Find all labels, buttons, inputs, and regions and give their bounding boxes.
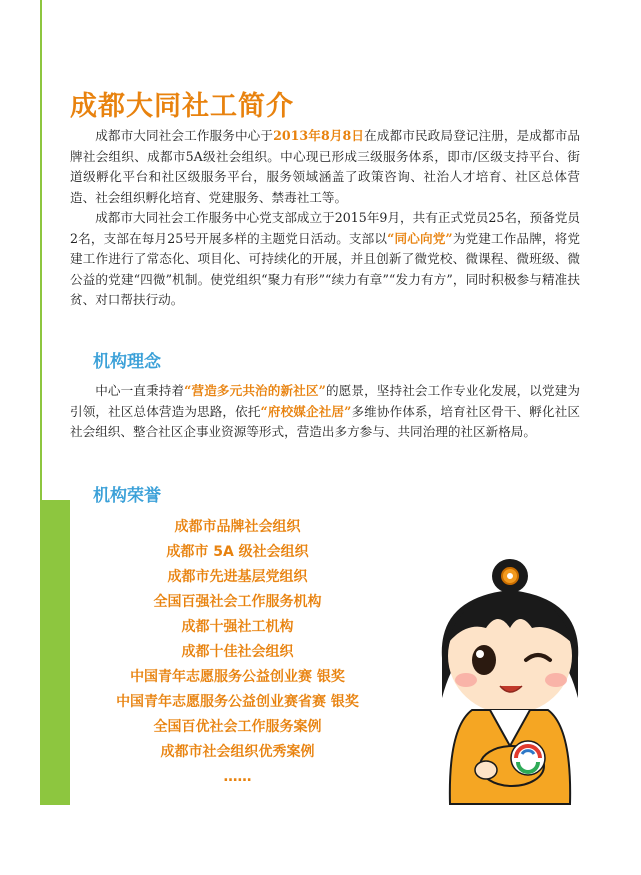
honor-item: 成都市品牌社会组织	[174, 519, 301, 535]
system-highlight: “府校媒企社居”	[260, 403, 352, 419]
party-brand: “同心向党”	[387, 230, 453, 246]
intro-paragraph-1	[70, 126, 580, 208]
honor-item: 成都市社会组织优秀案例	[160, 744, 315, 760]
philosophy-body	[70, 381, 580, 443]
honors-list	[70, 515, 405, 790]
eye-highlight	[476, 650, 484, 658]
hair-ornament-center	[507, 573, 513, 579]
honor-item: 全国百强社会工作服务机构	[153, 594, 322, 610]
text-segment: 成都市大同社会工作服务中心党支部成立于2015年9月，共有正式党员25名，预备党员2名，支部在每月25号开展多样的主题党日活动。支部以	[70, 210, 580, 246]
honor-ellipsis: ……	[223, 769, 252, 785]
honor-item: 成都十强社工机构	[181, 619, 294, 635]
intro-paragraph-2	[70, 208, 580, 311]
text-segment: 为党建工作品牌，将党建工作进行了常态化、项目化、可持续化的开展，并且创新了微党校、微课程、微班级、微公益的党建“四微”机制。使党组织“聚力有形”“续力有章”“发力有方”，同时积极参与精准扶贫、对口帮扶行动。	[70, 230, 580, 307]
founding-date: 2013年8月8日	[273, 128, 365, 143]
honor-item: 中国青年志愿服务公益创业赛省赛 银奖	[116, 694, 359, 710]
honor-item: 全国百优社会工作服务案例	[153, 719, 322, 735]
left-accent-bar	[40, 500, 70, 805]
page-title: 成都大同社工简介	[70, 91, 294, 122]
intro-body	[70, 126, 580, 311]
hand	[475, 761, 497, 779]
honor-item: 中国青年志愿服务公益创业赛 银奖	[130, 669, 345, 685]
honor-item: 成都十佳社会组织	[181, 644, 294, 660]
text-segment: 多维协作体系，培育社区骨干、孵化社区社会组织、整合社区企事业资源等形式，营造出多方参与、共同治理的社区新格局。	[70, 403, 581, 439]
philosophy-heading: 机构理念	[93, 352, 161, 372]
vision-highlight: “营造多元共治的新社区”	[184, 383, 326, 398]
text-segment: 成都市大同社会工作服务中心于	[95, 128, 274, 143]
text-segment: 在成都市民政局登记注册，是成都市品牌社会组织、成都市5A级社会组织。中心现已形成三级服务体系，即市/区级支持平台、街道级孵化平台和社区级服务平台，服务领域涵盖了政策咨询、社治人才培育、社区总体营造、社会组织孵化培育、党建服务、禁毒社工等。	[70, 128, 581, 205]
honors-heading: 机构荣誉	[93, 486, 161, 506]
text-segment: 的愿景，坚持社会工作专业化发展，以党建为引领，社区总体营造为思路，依托	[70, 383, 581, 419]
mascot-girl-icon	[420, 548, 600, 808]
text-segment: 中心一直秉持着	[95, 383, 185, 398]
right-blush	[545, 673, 567, 687]
philosophy-paragraph	[70, 381, 580, 443]
honor-item: 成都市先进基层党组织	[167, 569, 308, 585]
left-blush	[455, 673, 477, 687]
left-eye	[472, 645, 496, 675]
honor-item: 成都市 5A 级社会组织	[166, 544, 309, 560]
